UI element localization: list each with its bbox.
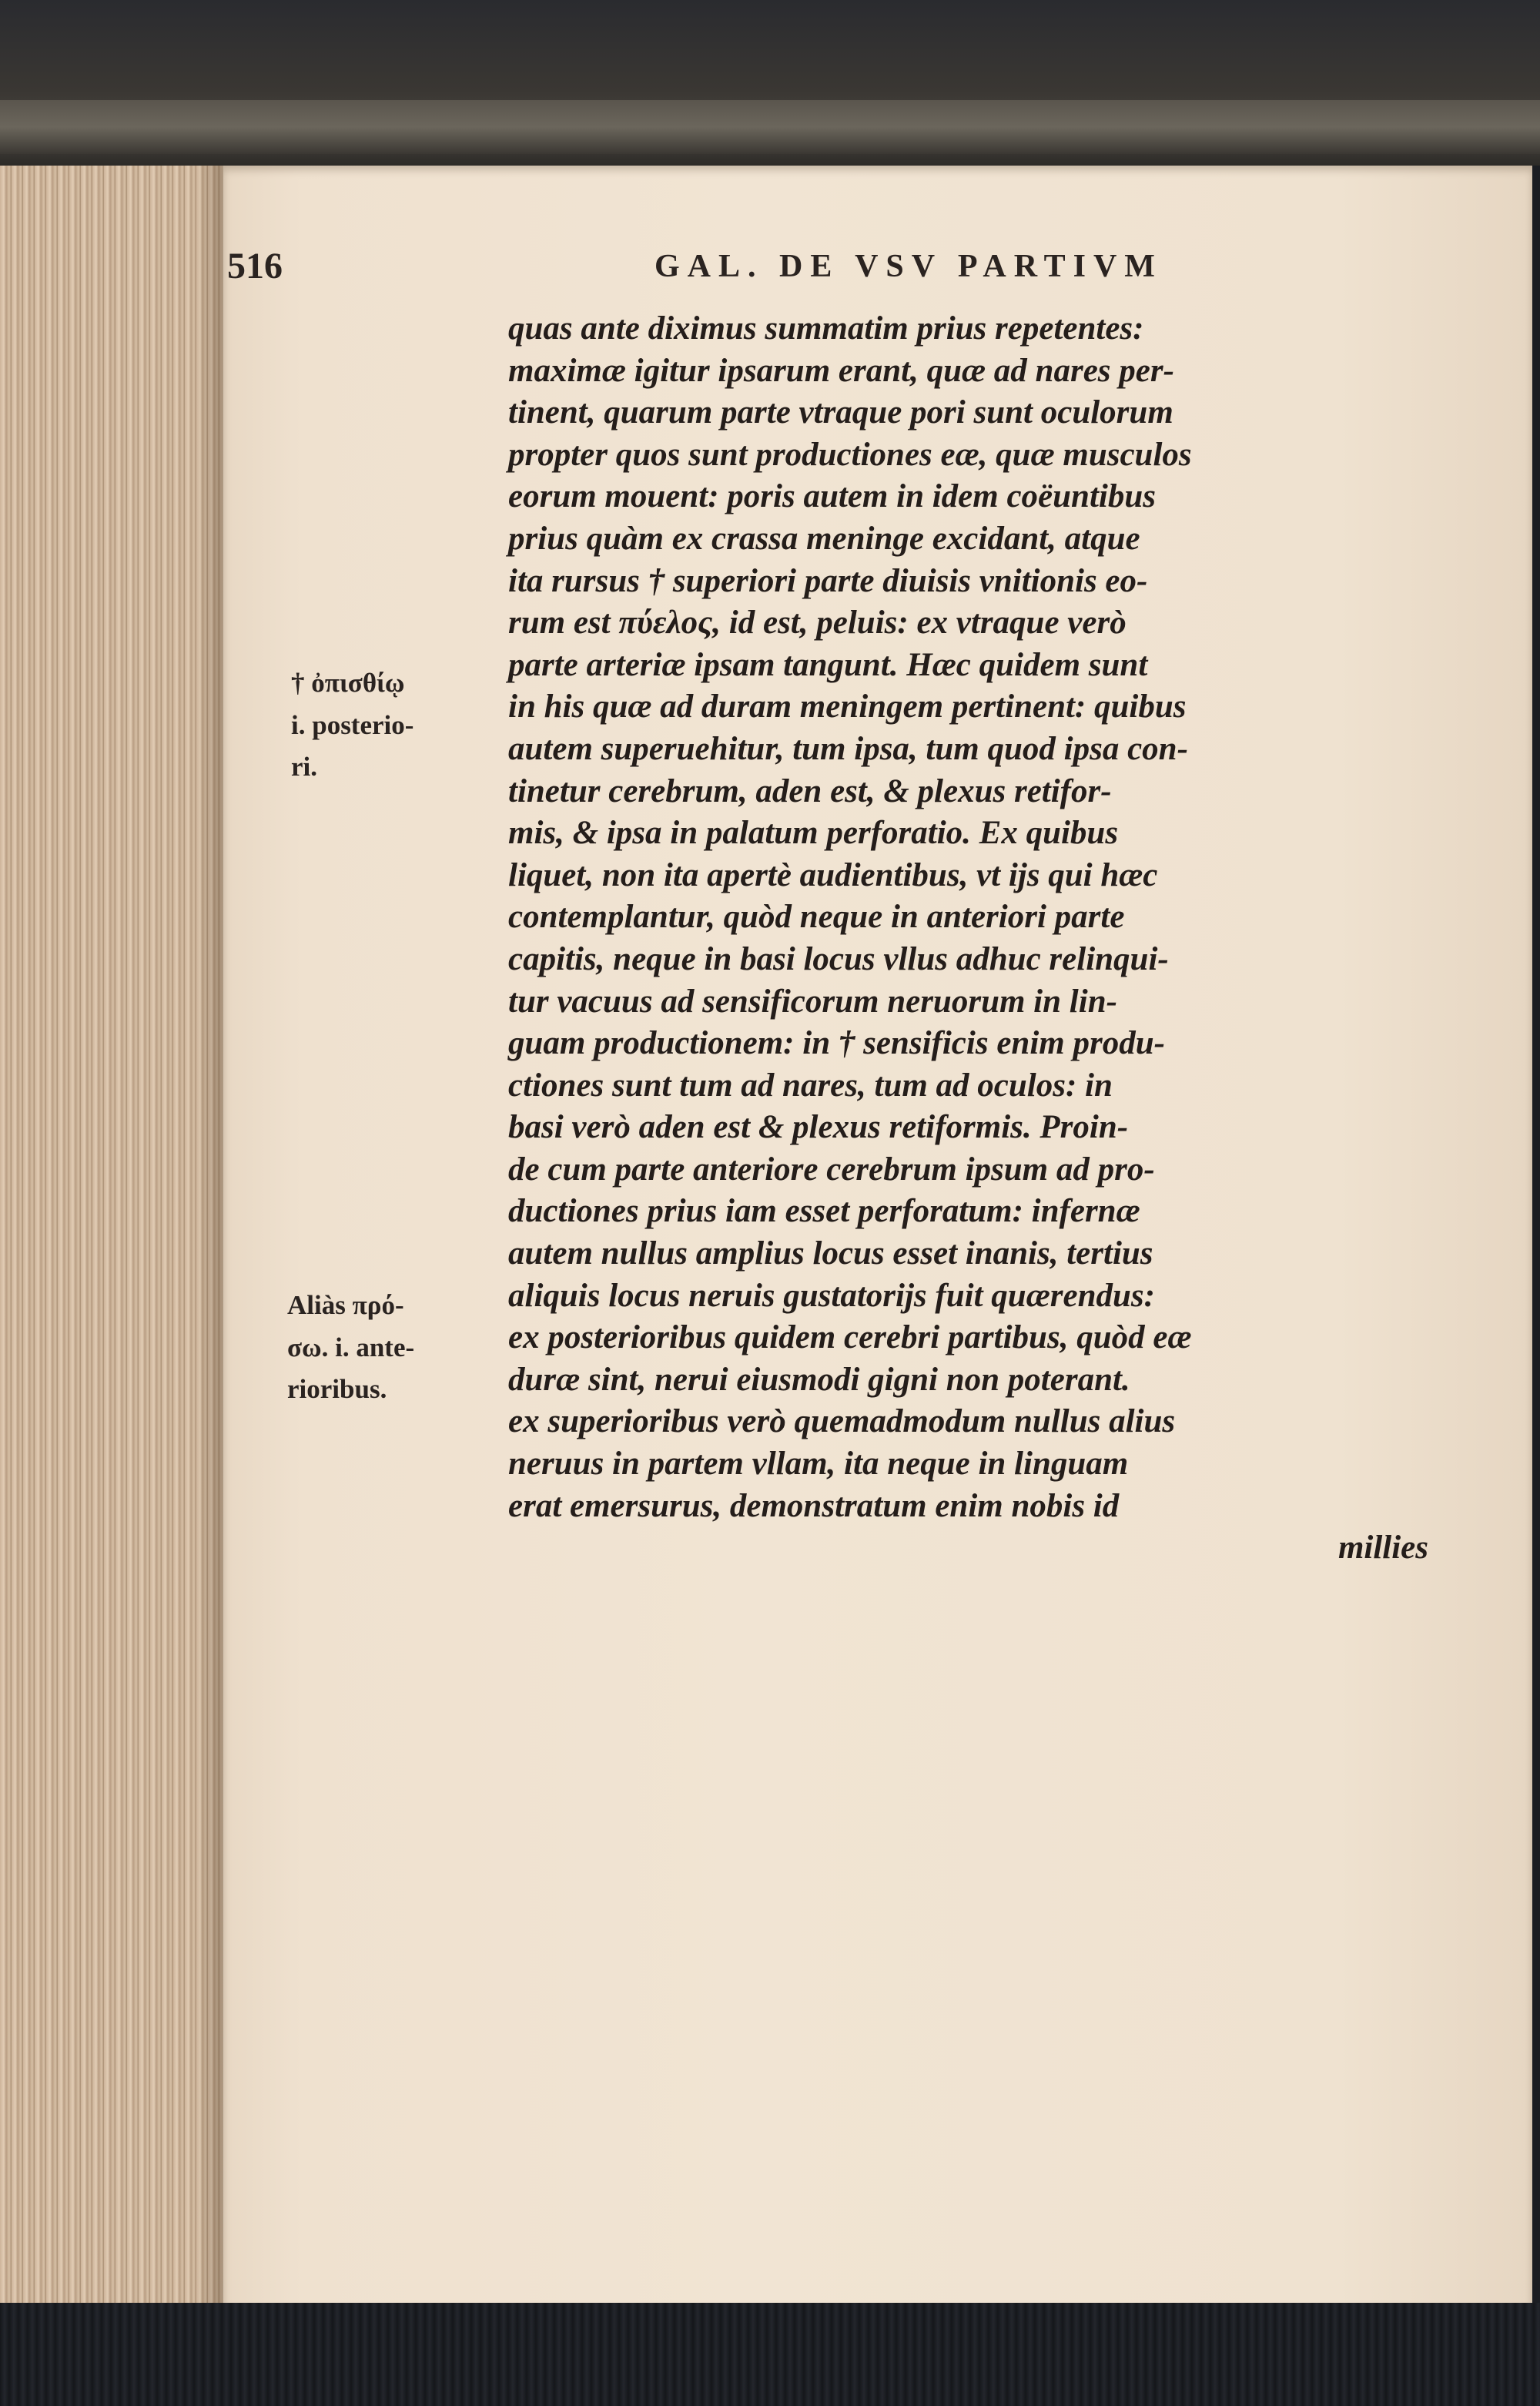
text-line: autem nullus amplius locus esset inanis, tertius xyxy=(508,1235,1153,1272)
text-line: tinetur cerebrum, aden est, & plexus retifor- xyxy=(508,772,1112,809)
text-line: autem superuehitur, tum ipsa, tum quod ipsa con- xyxy=(508,730,1188,767)
text-line: quas ante diximus summatim prius repetentes: xyxy=(508,310,1144,347)
margin-note-line: i. posterio- xyxy=(291,709,414,740)
text-line: ex posterioribus quidem cerebri partibus, quòd eæ xyxy=(508,1319,1192,1356)
body-text xyxy=(508,308,1471,1570)
text-line: ductiones prius iam esset perforatum: infernæ xyxy=(508,1193,1140,1230)
text-line: liquet, non ita apertè audientibus, vt ijs qui hæc xyxy=(508,856,1158,893)
text-line: prius quàm ex crassa meninge excidant, atque xyxy=(508,520,1140,557)
text-line: guam productionem: in † sensificis enim produ- xyxy=(508,1025,1165,1062)
margin-note-line: † ὀπισθίῳ xyxy=(291,668,405,698)
text-line: tinent, quarum parte vtraque pori sunt oculorum xyxy=(508,394,1173,431)
text-line: rum est πύελος, id est, peluis: ex vtraque verò xyxy=(508,605,1127,642)
text-line: maximæ igitur ipsarum erant, quæ ad nares per- xyxy=(508,352,1174,389)
margin-note-line: σω. i. ante- xyxy=(287,1332,415,1362)
page-number: 516 xyxy=(227,246,283,287)
page-gutter-shadow xyxy=(196,166,227,2314)
text-line: ctiones sunt tum ad nares, tum ad oculos: in xyxy=(508,1067,1113,1104)
margin-note-anterioribus xyxy=(287,1285,414,1411)
text-line: duræ sint, nerui eiusmodi gigni non poterant. xyxy=(508,1361,1130,1398)
text-line: eorum mouent: poris autem in idem coëuntibus xyxy=(508,478,1156,515)
margin-note-posteriori xyxy=(291,662,413,789)
text-line: mis, & ipsa in palatum perforatio. Ex quibus xyxy=(508,815,1119,852)
text-line: erat emersurus, demonstratum enim nobis id xyxy=(508,1487,1120,1524)
text-line: capitis, neque in basi locus vllus adhuc relinqui- xyxy=(508,940,1169,977)
catchword: millies xyxy=(1337,1530,1428,1567)
text-line: in his quæ ad duram meningem pertinent: quibus xyxy=(508,689,1187,725)
text-line: tur vacuus ad sensificorum neruorum in lin- xyxy=(508,983,1117,1020)
margin-note-line: ri. xyxy=(291,752,318,782)
page-fore-edge xyxy=(0,166,223,2314)
margin-note-line: rioribus. xyxy=(287,1374,387,1405)
text-line: parte arteriæ ipsam tangunt. Hæc quidem sunt xyxy=(508,646,1148,683)
text-line: ex superioribus verò quemadmodum nullus alius xyxy=(508,1403,1176,1440)
text-line: propter quos sunt productiones eæ, quæ musculos xyxy=(508,436,1192,473)
text-line: aliquis locus neruis gustatorijs fuit quærendus: xyxy=(508,1277,1155,1314)
text-line: ita rursus † superiori parte diuisis vnitionis eo- xyxy=(508,562,1148,599)
book-cover-bottom xyxy=(0,2303,1540,2406)
running-head: GAL. DE VSV PARTIVM xyxy=(654,249,1163,284)
text-line: de cum parte anteriore cerebrum ipsum ad pro- xyxy=(508,1151,1155,1188)
text-line: basi verò aden est & plexus retiformis. Proin- xyxy=(508,1109,1129,1146)
margin-note-line: Aliàs πρό- xyxy=(287,1290,404,1320)
text-line: neruus in partem vllam, ita neque in linguam xyxy=(508,1446,1129,1483)
book-binding-edge xyxy=(0,100,1540,154)
text-line: contemplantur, quòd neque in anteriori parte xyxy=(508,899,1125,936)
